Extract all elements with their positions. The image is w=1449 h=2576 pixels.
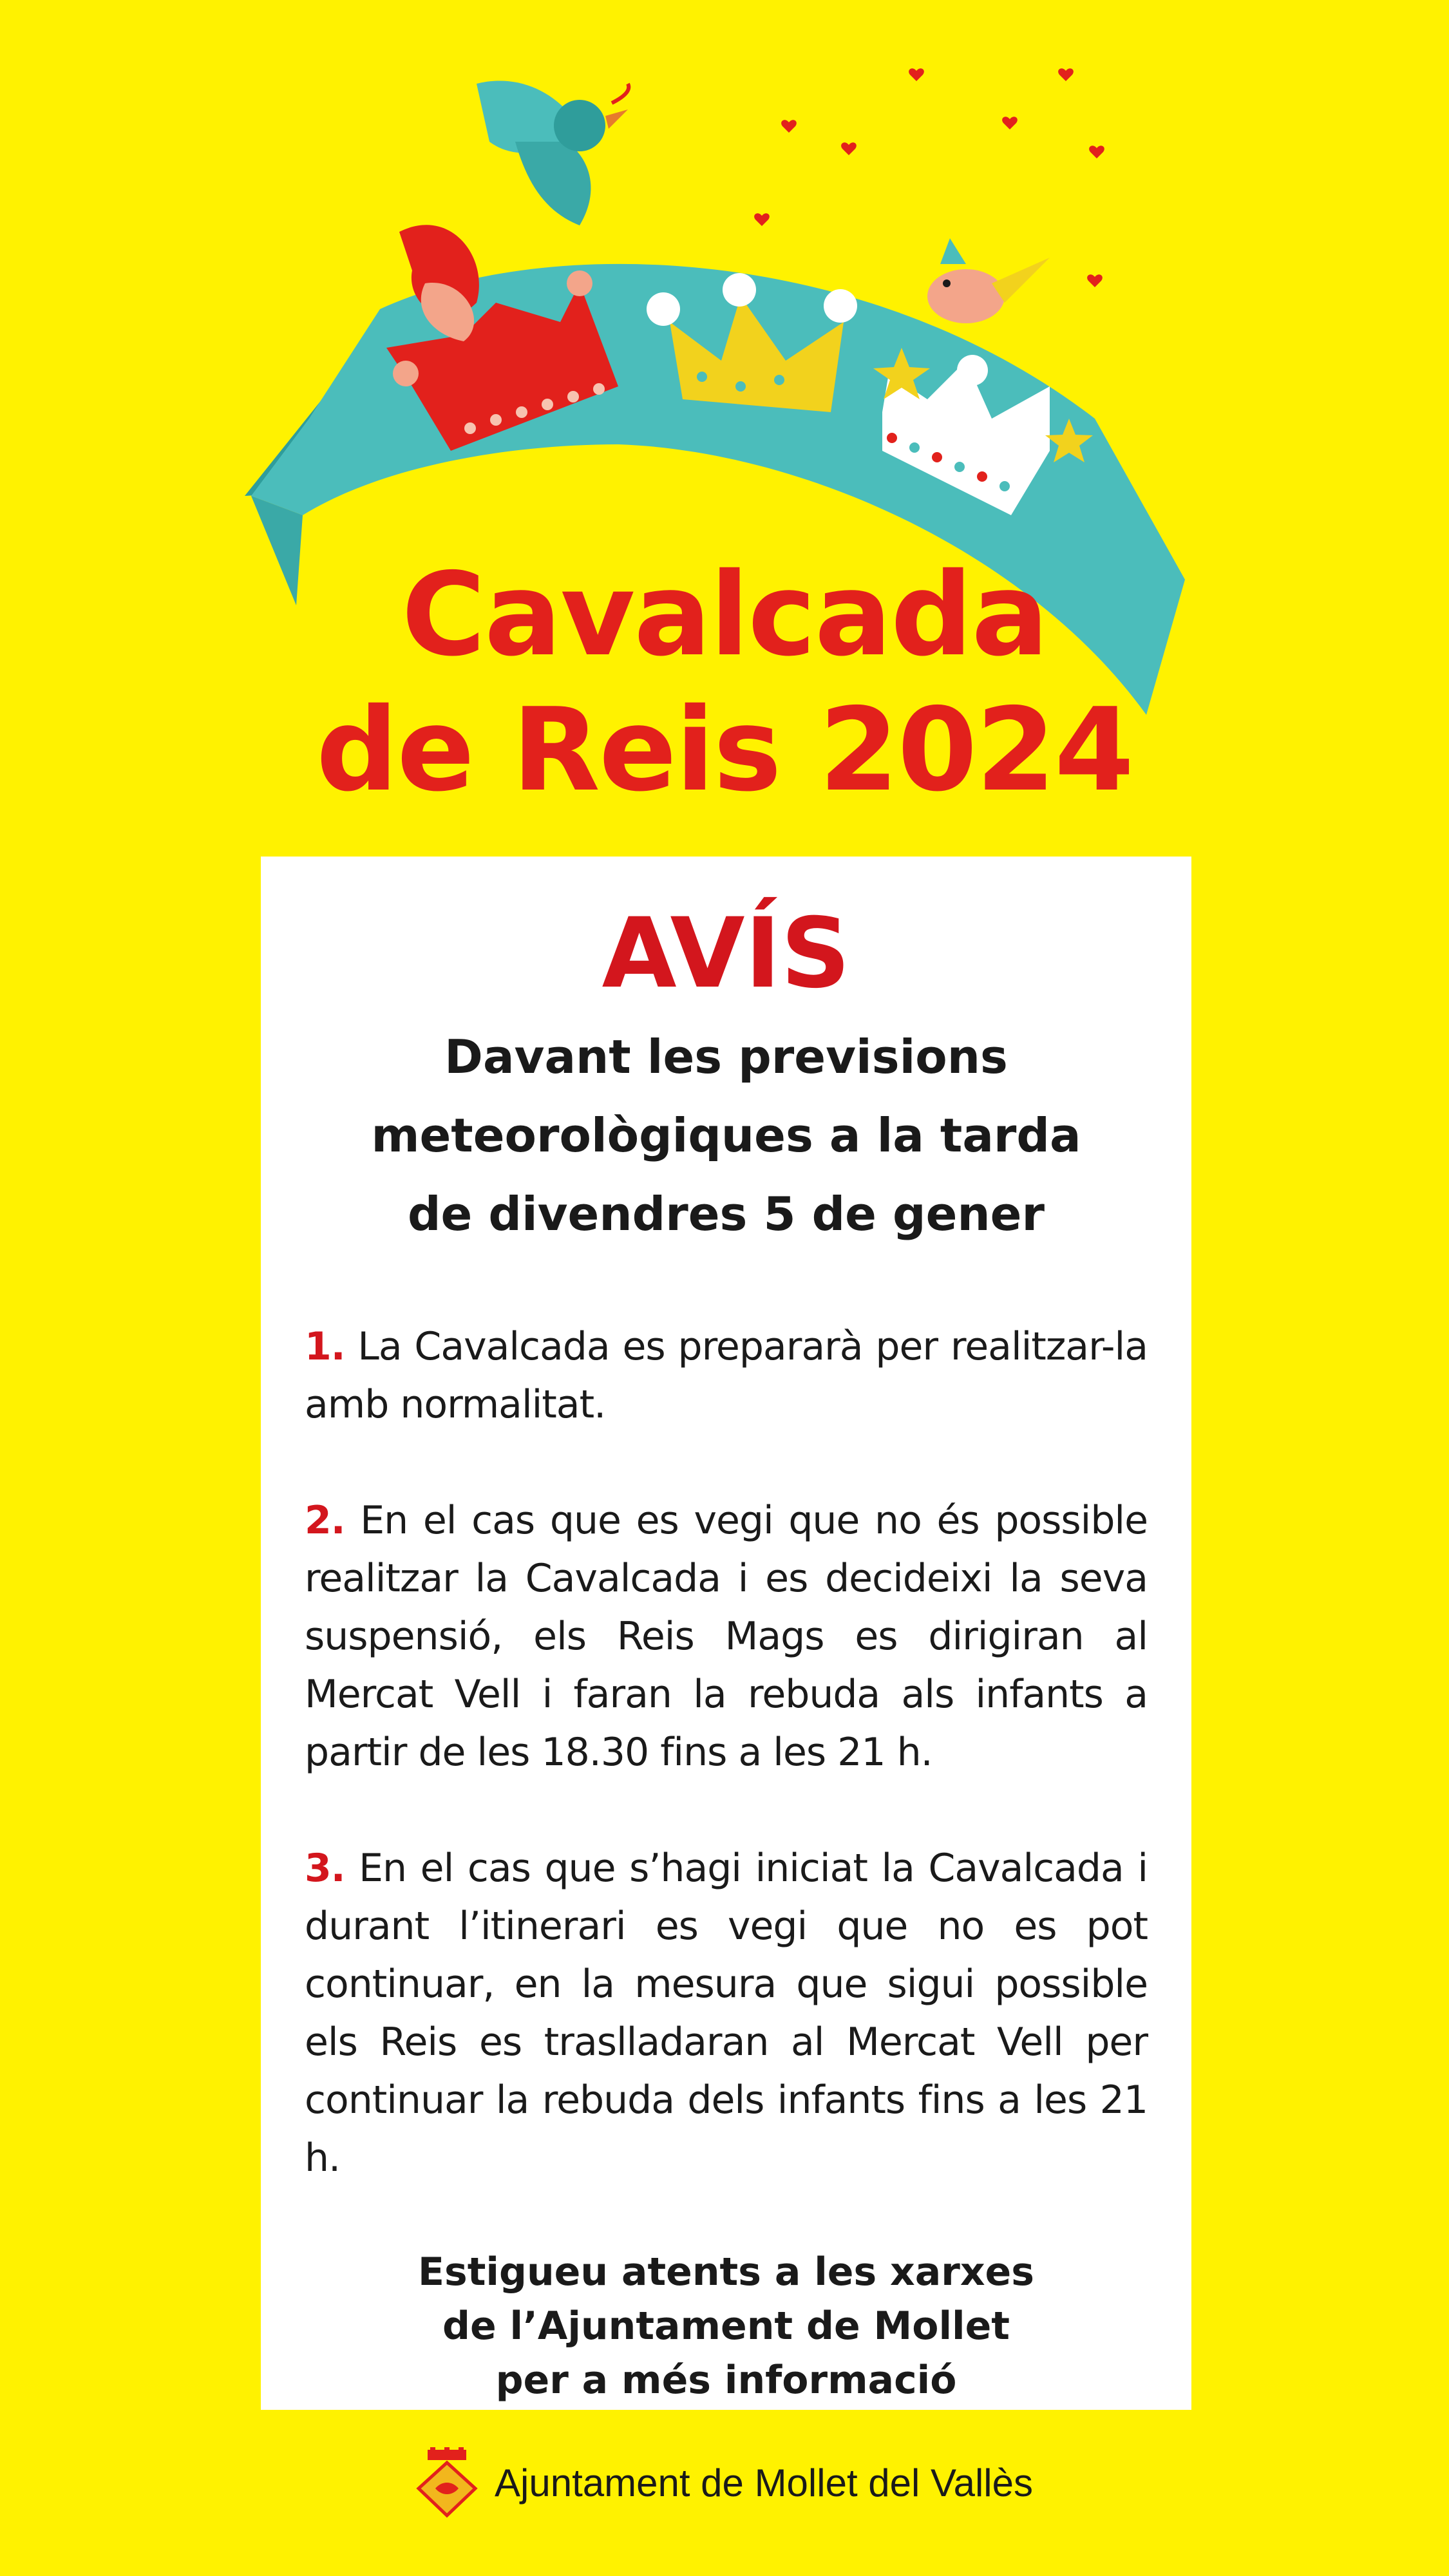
small-bird-icon	[927, 238, 1050, 323]
footer-note-line-2: de l’Ajuntament de Mollet	[442, 2304, 1010, 2349]
subheading-line-3: de divendres 5 de gener	[407, 1187, 1045, 1241]
footer-note-line-3: per a més informació	[495, 2358, 957, 2403]
notice-point	[305, 1839, 1148, 2187]
notice-footer-note	[305, 2245, 1148, 2407]
title-line-1: Cavalcada	[401, 548, 1048, 681]
subheading-line-2: meteorològiques a la tarda	[371, 1108, 1081, 1162]
point-number: 3.	[305, 1846, 345, 1891]
subheading-line-1: Davant les previsions	[444, 1030, 1008, 1084]
point-text: En el cas que s’hagi iniciat la Cavalcada i durant l’itinerari es vegi que no es pot continuar, en la mesura que sigui possible els Reis es traslladaran al Mercat Vell per continuar la rebuda dels infants fins a les 21 h.	[305, 1846, 1148, 2181]
notice-card	[261, 857, 1191, 2410]
notice-point	[305, 1318, 1148, 1434]
coat-of-arms-icon	[416, 2447, 478, 2518]
point-number: 2.	[305, 1498, 345, 1543]
notice-subheading	[305, 1018, 1148, 1253]
organization-footer	[0, 2447, 1449, 2518]
hearts-decoration	[754, 68, 1104, 287]
point-text: En el cas que es vegi que no és possible realitzar la Cavalcada i es decideixi la seva suspensió, els Reis Mags es dirigiran al Mercat Vell i faran la rebuda als infants a partir de les 18.30 fins a les 21 h.	[305, 1498, 1148, 1775]
title-line-2: de Reis 2024	[316, 683, 1133, 817]
notice-point	[305, 1492, 1148, 1781]
organization-name: Ajuntament de Mollet del Vallès	[494, 2461, 1033, 2505]
notice-heading: AVÍS	[601, 898, 851, 1010]
flying-bird-icon	[477, 80, 629, 225]
point-number: 1.	[305, 1324, 345, 1369]
poster-title	[0, 547, 1449, 818]
footer-note-line-1: Estigueu atents a les xarxes	[418, 2249, 1034, 2295]
point-text: La Cavalcada es prepararà per realitzar-la amb normalitat.	[305, 1324, 1148, 1427]
